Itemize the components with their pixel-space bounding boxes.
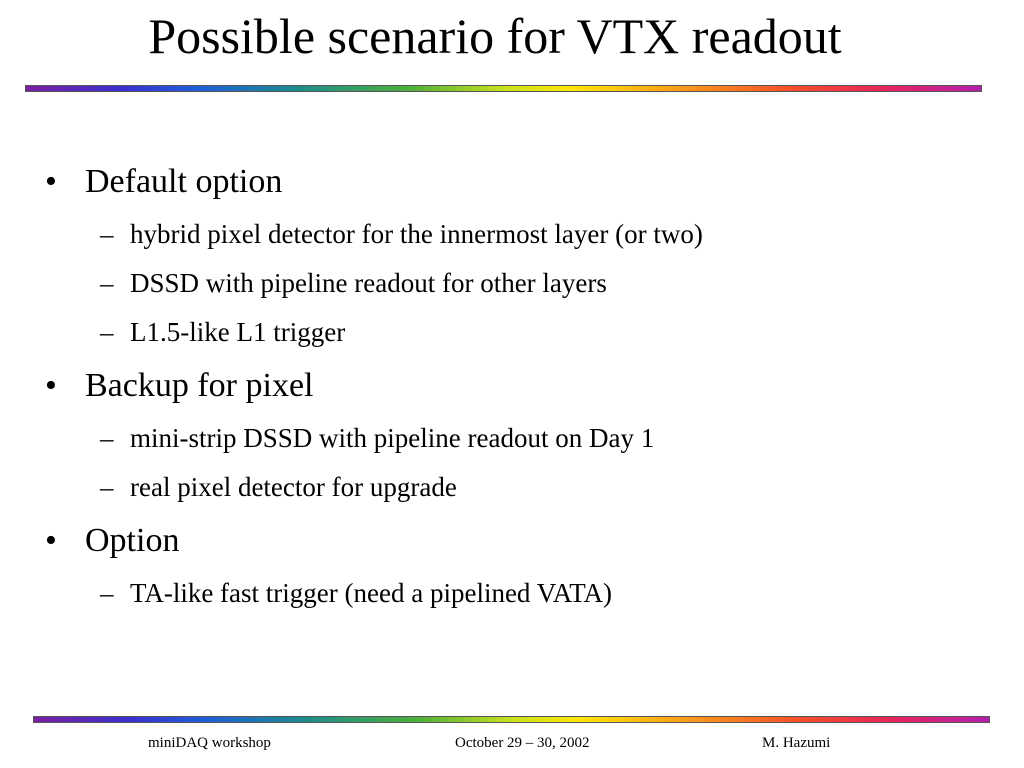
bullet-text: Default option (85, 163, 283, 200)
slide-title: Possible scenario for VTX readout (148, 8, 842, 64)
sub-text: real pixel detector for upgrade (130, 472, 457, 502)
sub-mark: – (100, 423, 114, 453)
sub-text: DSSD with pipeline readout for other layers (130, 268, 607, 298)
sub-text: hybrid pixel detector for the innermost layer (or two) (130, 219, 703, 249)
sub-mark: – (100, 268, 114, 298)
sub-text: L1.5-like L1 trigger (130, 317, 346, 347)
footer-rainbow-rule (33, 716, 990, 723)
sub-text: mini-strip DSSD with pipeline readout on Day 1 (130, 423, 655, 453)
bullet-mark: • (45, 163, 57, 200)
bullet-mark: • (45, 367, 57, 404)
bullet-text: Backup for pixel (85, 367, 314, 404)
footer-date: October 29 – 30, 2002 (455, 735, 590, 751)
footer-author: M. Hazumi (762, 735, 831, 751)
bullet-mark: • (45, 522, 57, 559)
sub-mark: – (100, 578, 114, 608)
footer-event: miniDAQ workshop (148, 735, 271, 751)
sub-mark: – (100, 317, 114, 347)
sub-mark: – (100, 472, 114, 502)
sub-text: TA-like fast trigger (need a pipelined VATA) (130, 578, 613, 608)
bullet-text: Option (85, 522, 180, 559)
sub-mark: – (100, 219, 114, 249)
